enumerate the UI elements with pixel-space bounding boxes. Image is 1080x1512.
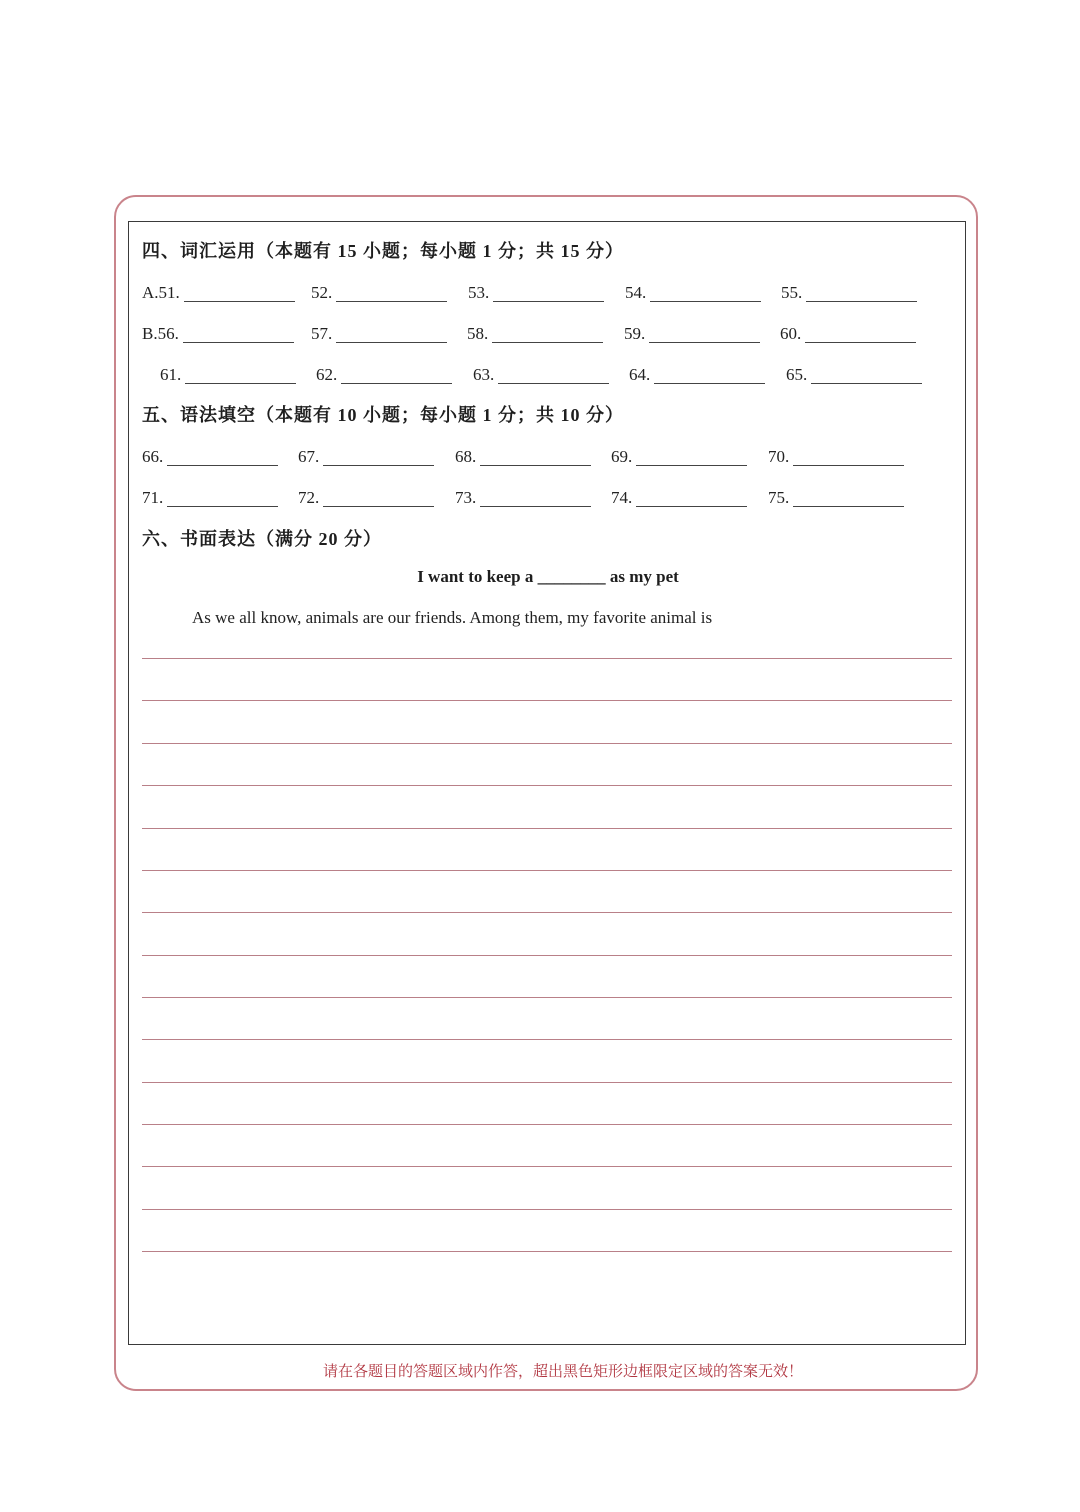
question-number: 65. [786, 365, 808, 384]
answer-blank-72[interactable] [298, 486, 434, 508]
answer-blank-65[interactable] [786, 363, 922, 385]
answer-line[interactable] [341, 382, 452, 384]
writing-line[interactable] [142, 1166, 952, 1167]
question-number: 58. [467, 324, 489, 343]
answer-blank-64[interactable] [629, 363, 765, 385]
answer-line[interactable] [805, 341, 916, 343]
answer-line[interactable] [811, 382, 922, 384]
answer-line[interactable] [649, 341, 760, 343]
question-number: 67. [298, 447, 320, 466]
answer-blank-61[interactable] [160, 363, 296, 385]
question-number: 59. [624, 324, 646, 343]
answer-blank-68[interactable] [455, 445, 591, 467]
answer-line[interactable] [183, 341, 294, 343]
section-4-row-2 [0, 322, 1080, 346]
answer-blank-66[interactable] [142, 445, 278, 467]
essay-intro-sentence: As we all know, animals are our friends. Among them, my favorite animal is [192, 608, 713, 627]
writing-line[interactable] [142, 828, 952, 829]
question-number: 60. [780, 324, 802, 343]
answer-line[interactable] [167, 505, 278, 507]
answer-line[interactable] [492, 341, 603, 343]
answer-area-frame [128, 221, 966, 1345]
answer-line[interactable] [493, 300, 604, 302]
answer-blank-57[interactable] [311, 322, 447, 344]
answer-line[interactable] [636, 464, 747, 466]
question-number: 70. [768, 447, 790, 466]
question-number: 66. [142, 447, 164, 466]
answer-line[interactable] [793, 464, 904, 466]
question-number: 55. [781, 283, 803, 302]
section-4-row-1 [0, 281, 1080, 305]
answer-blank-60[interactable] [780, 322, 916, 344]
answer-blank-74[interactable] [611, 486, 747, 508]
answer-blank-63[interactable] [473, 363, 609, 385]
section-5-heading: 五、语法填空（本题有 10 小题；每小题 1 分；共 10 分） [142, 405, 624, 425]
answer-blank-55[interactable] [781, 281, 917, 303]
answer-line[interactable] [806, 300, 917, 302]
answer-line[interactable] [323, 505, 434, 507]
answer-line[interactable] [480, 464, 591, 466]
answer-line[interactable] [167, 464, 278, 466]
writing-line[interactable] [142, 785, 952, 786]
writing-line[interactable] [142, 1124, 952, 1125]
answer-blank-53[interactable] [468, 281, 604, 303]
question-number: 69. [611, 447, 633, 466]
answer-line[interactable] [185, 382, 296, 384]
question-number: 53. [468, 283, 490, 302]
writing-line[interactable] [142, 700, 952, 701]
answer-line[interactable] [498, 382, 609, 384]
answer-blank-75[interactable] [768, 486, 904, 508]
writing-line[interactable] [142, 912, 952, 913]
answer-blank-69[interactable] [611, 445, 747, 467]
answer-line[interactable] [793, 505, 904, 507]
answer-blank-51[interactable] [142, 281, 295, 303]
question-number: 75. [768, 488, 790, 507]
answer-blank-73[interactable] [455, 486, 591, 508]
answer-line[interactable] [654, 382, 765, 384]
writing-line[interactable] [142, 955, 952, 956]
question-number: B.56. [142, 324, 179, 343]
answer-blank-59[interactable] [624, 322, 760, 344]
answer-line[interactable] [323, 464, 434, 466]
section-4-heading: 四、词汇运用（本题有 15 小题；每小题 1 分；共 15 分） [142, 241, 624, 261]
answer-blank-52[interactable] [311, 281, 447, 303]
writing-line[interactable] [142, 743, 952, 744]
writing-line[interactable] [142, 658, 952, 659]
answer-blank-70[interactable] [768, 445, 904, 467]
writing-line[interactable] [142, 1251, 952, 1252]
answer-blank-67[interactable] [298, 445, 434, 467]
question-number: 72. [298, 488, 320, 507]
answer-blank-58[interactable] [467, 322, 603, 344]
footer-warning-note: 请在各题目的答题区域内作答，超出黑色矩形边框限定区域的答案无效！ [322, 1364, 803, 1380]
section-5-row-1 [0, 445, 1080, 469]
answer-line[interactable] [480, 505, 591, 507]
question-number: 61. [160, 365, 182, 384]
writing-line[interactable] [142, 1039, 952, 1040]
writing-line[interactable] [142, 1082, 952, 1083]
question-number: 57. [311, 324, 333, 343]
answer-line[interactable] [636, 505, 747, 507]
section-4-row-3 [0, 363, 1080, 387]
answer-blank-62[interactable] [316, 363, 452, 385]
writing-line[interactable] [142, 1209, 952, 1210]
answer-blank-54[interactable] [625, 281, 761, 303]
answer-blank-71[interactable] [142, 486, 278, 508]
question-number: 63. [473, 365, 495, 384]
answer-line[interactable] [336, 300, 447, 302]
question-number: 52. [311, 283, 333, 302]
section-5-row-2 [0, 486, 1080, 510]
question-number: 74. [611, 488, 633, 507]
answer-line[interactable] [336, 341, 447, 343]
answer-line[interactable] [650, 300, 761, 302]
section-6-heading: 六、书面表达（满分 20 分） [142, 529, 382, 549]
answer-blank-56[interactable] [142, 322, 294, 344]
question-number: 68. [455, 447, 477, 466]
answer-line[interactable] [184, 300, 295, 302]
question-number: 54. [625, 283, 647, 302]
question-number: 64. [629, 365, 651, 384]
writing-line[interactable] [142, 997, 952, 998]
question-number: A.51. [142, 283, 180, 302]
question-number: 62. [316, 365, 338, 384]
essay-title: I want to keep a ________ as my pet [417, 567, 679, 586]
writing-line[interactable] [142, 870, 952, 871]
question-number: 71. [142, 488, 164, 507]
question-number: 73. [455, 488, 477, 507]
